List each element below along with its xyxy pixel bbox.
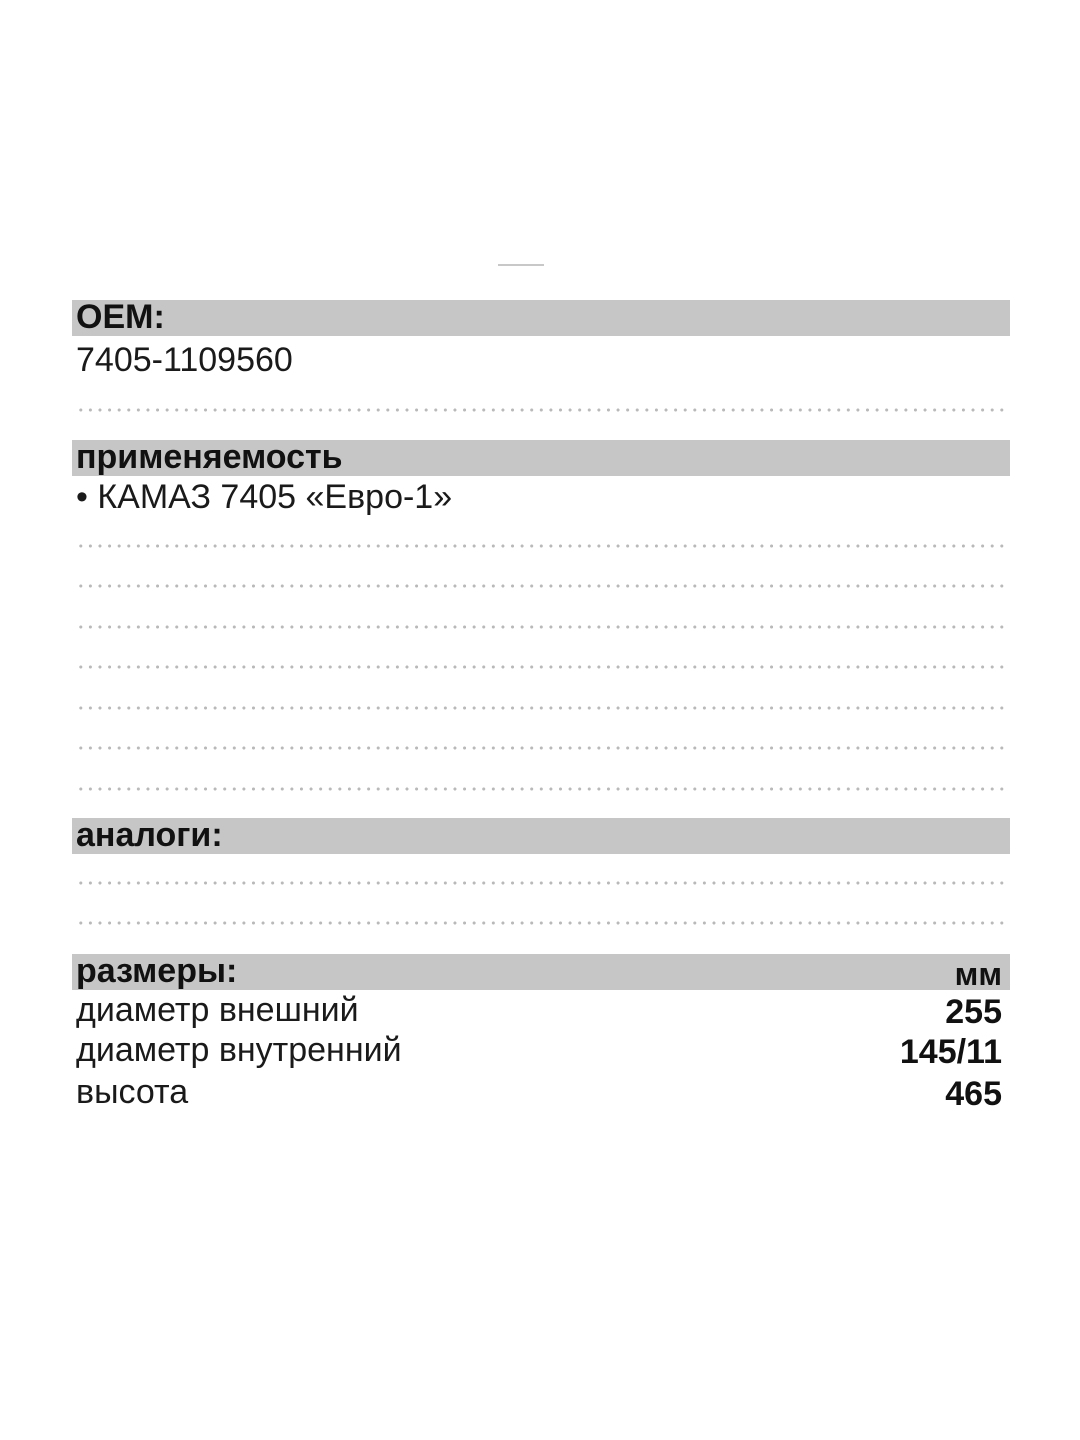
dimensions-heading: размеры: bbox=[76, 952, 238, 990]
applicability-item: • КАМАЗ 7405 «Евро-1» bbox=[76, 478, 453, 516]
analogs-heading: аналоги: bbox=[76, 816, 223, 854]
dimensions-unit: мм bbox=[954, 956, 1002, 992]
dimension-label: высота bbox=[76, 1073, 189, 1111]
dimension-label: диаметр внешний bbox=[76, 991, 359, 1029]
dotted-line bbox=[76, 665, 1008, 669]
dotted-line bbox=[76, 625, 1008, 629]
dimension-row bbox=[76, 1074, 1002, 1114]
decorative-dash bbox=[498, 264, 544, 266]
dotted-line bbox=[76, 746, 1008, 750]
applicability-header bbox=[72, 440, 1010, 476]
dimension-label: диаметр внутренний bbox=[76, 1031, 402, 1069]
dotted-line bbox=[76, 706, 1008, 710]
oem-number: 7405-1109560 bbox=[76, 341, 293, 379]
oem-header bbox=[72, 300, 1010, 336]
dotted-line bbox=[76, 787, 1008, 791]
dimension-value: 465 bbox=[945, 1075, 1002, 1113]
dotted-line bbox=[76, 544, 1008, 548]
dimensions-header bbox=[72, 954, 1010, 990]
dimension-value: 145/11 bbox=[899, 1033, 1002, 1071]
dimension-row bbox=[76, 992, 1002, 1032]
dotted-line bbox=[76, 921, 1008, 925]
dotted-line bbox=[76, 408, 1008, 412]
analogs-header bbox=[72, 818, 1010, 854]
dotted-line bbox=[76, 881, 1008, 885]
oem-heading: OEM: bbox=[76, 298, 165, 336]
dotted-line bbox=[76, 584, 1008, 588]
dimension-row bbox=[76, 1032, 1002, 1072]
applicability-heading: применяемость bbox=[76, 438, 343, 476]
dimension-value: 255 bbox=[945, 993, 1002, 1031]
